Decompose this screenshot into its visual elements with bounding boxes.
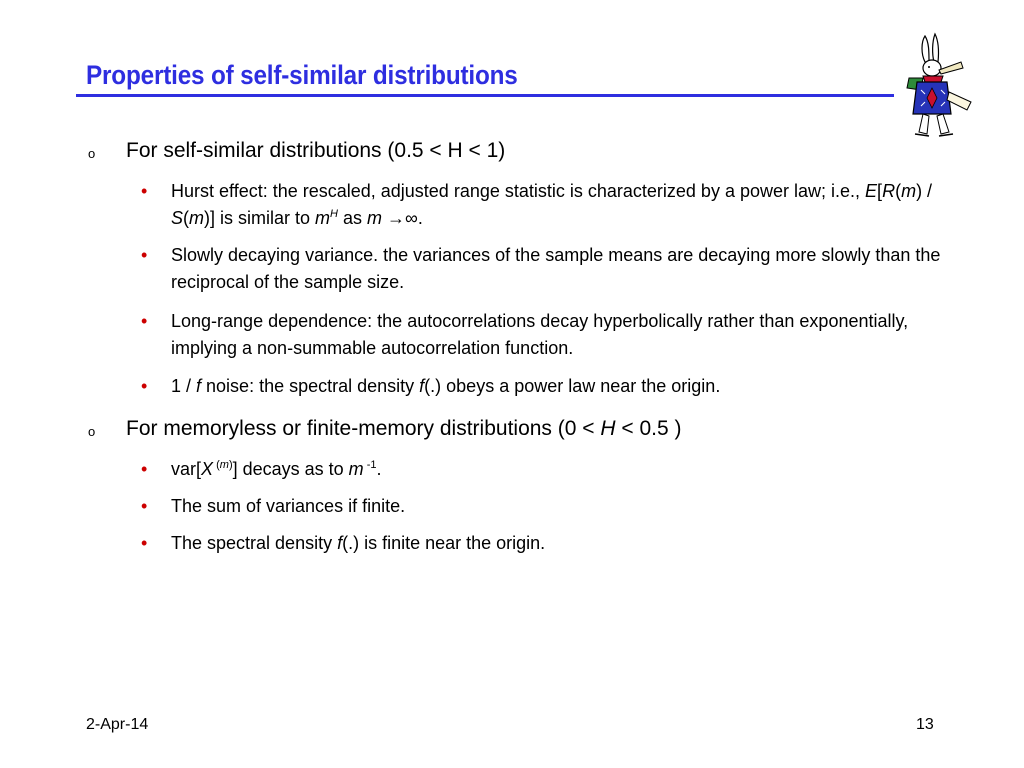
title-underline <box>76 94 894 97</box>
bullet-item-var-decay: • var[X $^{(m)}$] decays as to m $^{-1}$. <box>171 456 941 483</box>
bullet-icon: • <box>141 496 148 516</box>
bullet-item-long-range: • Long-range dependence: the autocorrelations decay hyperbolically rather than exponentially, implying a non-summable autocorrelation function. <box>171 308 941 362</box>
page-number: 13 <box>916 716 934 733</box>
bullet-icon: • <box>141 533 148 553</box>
infinity-symbol: ∞ <box>405 208 418 228</box>
footer-date: 2-Apr-14 <box>86 716 149 733</box>
bullet-item-spectral-finite: • The spectral density f(.) is finite near the origin. <box>171 530 941 557</box>
level1-marker: o <box>88 146 96 161</box>
bullet-item-1-over-f: • 1 / f noise: the spectral density f(.) obeys a power law near the origin. <box>171 373 941 400</box>
slide-title: Properties of self-similar distributions <box>86 60 518 90</box>
heading-text: For self-similar distributions (0.5 < H < 1) <box>126 139 506 162</box>
bullet-icon: • <box>141 181 148 201</box>
section-heading-memoryless: o For memoryless or finite-memory distributions (0 < H < 0.5 ) <box>126 416 682 442</box>
level1-marker: o <box>88 424 96 439</box>
bullet-icon: • <box>141 376 148 396</box>
bullet-icon: • <box>141 459 148 479</box>
white-rabbit-icon <box>895 32 977 140</box>
bullet-item-slow-variance: • Slowly decaying variance. the variances of the sample means are decaying more slowly than the reciprocal of the sample size. <box>171 242 941 296</box>
bullet-item-sum-variances: • The sum of variances if finite. <box>171 493 941 520</box>
bullet-icon: • <box>141 311 148 331</box>
bullet-item-hurst-effect: • Hurst effect: the rescaled, adjusted range statistic is characterized by a power law; i.e., E[R(m) / S(m)] is similar to $m^H$ as m →∞. <box>171 178 941 232</box>
bullet-icon: • <box>141 245 148 265</box>
section-heading-self-similar <box>88 138 506 164</box>
